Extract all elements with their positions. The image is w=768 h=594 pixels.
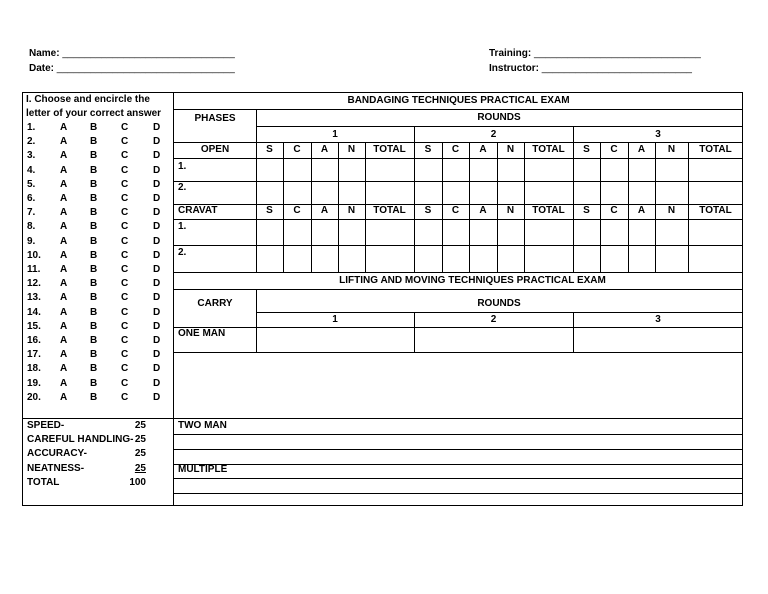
choice-c[interactable]: C — [121, 391, 129, 403]
grid-line — [688, 204, 689, 272]
column-header: A — [637, 205, 646, 216]
column-header: TOTAL — [699, 205, 732, 216]
item-number: 7. — [27, 207, 36, 219]
choice-b[interactable]: B — [90, 292, 98, 304]
column-header: N — [347, 205, 356, 216]
grid-line — [414, 126, 415, 272]
grid-line — [524, 204, 525, 272]
grid-line — [338, 204, 339, 272]
quiz-panel — [23, 93, 174, 505]
choice-a[interactable]: A — [60, 320, 68, 332]
column-header: S — [583, 205, 590, 216]
choice-d[interactable]: D — [153, 164, 161, 176]
choice-b[interactable]: B — [90, 136, 98, 148]
column-header: A — [479, 144, 487, 155]
choice-d[interactable]: D — [153, 136, 161, 148]
choice-b[interactable]: B — [90, 249, 98, 261]
training-line: ______________________________ — [534, 48, 701, 59]
choice-b[interactable]: B — [90, 306, 98, 318]
multiple-label: MULTIPLE — [178, 464, 228, 475]
grid-line — [365, 142, 366, 204]
answer-row — [23, 249, 173, 263]
item-number: 5. — [27, 178, 36, 190]
item-number: 4. — [27, 164, 36, 176]
carry-header: CARRY — [197, 298, 233, 309]
answer-row — [23, 348, 173, 362]
column-header: S — [424, 144, 432, 155]
choice-c[interactable]: C — [121, 249, 129, 261]
training-field[interactable] — [489, 48, 701, 59]
column-header: A — [637, 144, 646, 155]
column-header: C — [610, 144, 618, 155]
grid-line — [655, 204, 656, 272]
grid-line — [600, 204, 601, 272]
column-header: TOTAL — [699, 144, 732, 155]
choice-b[interactable]: B — [90, 391, 98, 403]
answer-row — [23, 320, 173, 334]
column-header: C — [293, 144, 301, 155]
answer-row — [23, 135, 173, 149]
column-header: C — [451, 144, 460, 155]
column-header: N — [667, 144, 676, 155]
column-header: TOTAL — [532, 205, 565, 216]
grid-line — [256, 126, 743, 127]
choice-c[interactable]: C — [121, 278, 129, 290]
answer-row — [23, 192, 173, 206]
answer-row — [23, 362, 173, 376]
column-header: C — [610, 205, 618, 216]
round-number: 3 — [655, 129, 661, 140]
grid-line — [442, 204, 443, 272]
choice-c[interactable]: C — [121, 164, 129, 176]
grid-line — [174, 219, 743, 220]
open-label: OPEN — [200, 144, 230, 155]
score-row — [23, 419, 173, 433]
choice-c[interactable]: C — [121, 349, 129, 361]
item-number: 8. — [27, 221, 36, 233]
instruction-line-1: I. Choose and encircle the — [26, 94, 150, 105]
choice-a[interactable]: A — [60, 136, 68, 148]
choice-d[interactable]: D — [153, 335, 161, 346]
item-number: 3. — [27, 150, 36, 162]
grid-line — [283, 142, 284, 204]
choice-a[interactable]: A — [60, 306, 68, 318]
column-header: S — [266, 205, 273, 216]
choice-b[interactable]: B — [90, 235, 98, 247]
grid-line — [628, 142, 629, 204]
item-number: 1. — [27, 122, 36, 133]
grid-line — [174, 272, 743, 273]
choice-d[interactable]: D — [153, 306, 161, 318]
answer-row — [23, 377, 173, 391]
item-number: 9. — [27, 235, 36, 247]
answer-row — [23, 391, 173, 405]
grid-line — [174, 478, 743, 479]
choice-b[interactable]: B — [90, 264, 98, 275]
choice-c[interactable]: C — [121, 320, 129, 332]
grid-line — [174, 109, 743, 110]
grid-line — [338, 142, 339, 204]
training-label: Training: — [489, 48, 532, 59]
date-field[interactable] — [29, 63, 235, 74]
choice-a[interactable]: A — [60, 150, 68, 162]
choice-b[interactable]: B — [90, 278, 98, 290]
choice-c[interactable]: C — [121, 193, 129, 204]
column-header: TOTAL — [373, 205, 406, 216]
answer-row — [23, 206, 173, 220]
grid-line — [174, 142, 743, 143]
item-number: 2. — [27, 136, 36, 148]
cravat-label: CRAVAT — [178, 205, 218, 216]
column-header: A — [320, 144, 329, 155]
date-line: ________________________________ — [56, 63, 235, 74]
column-header: TOTAL — [532, 144, 565, 155]
choice-d[interactable]: D — [153, 249, 161, 261]
choice-b[interactable]: B — [90, 335, 98, 346]
grid-line — [573, 312, 574, 352]
grid-line — [174, 493, 743, 494]
instructor-field[interactable] — [489, 63, 692, 74]
column-header: N — [347, 144, 356, 155]
score-label: ACCURACY- — [27, 448, 87, 460]
one-man-label: ONE MAN — [178, 328, 226, 339]
choice-d[interactable]: D — [153, 377, 161, 389]
grid-line — [655, 142, 656, 204]
instructor-line: ___________________________ — [541, 63, 692, 74]
grid-line — [469, 204, 470, 272]
score-value: 25 — [134, 420, 146, 431]
name-label: Name: — [29, 48, 60, 59]
round-number: 2 — [490, 129, 497, 140]
column-header: A — [479, 205, 487, 216]
choice-a[interactable]: A — [60, 235, 68, 247]
item-number: 15. — [27, 320, 41, 332]
choice-a[interactable]: A — [60, 122, 68, 133]
choice-a[interactable]: A — [60, 391, 68, 403]
answer-row — [23, 277, 173, 291]
answer-row — [23, 334, 173, 348]
row-label: 2. — [178, 247, 187, 258]
row-label: 1. — [178, 221, 187, 232]
item-number: 12. — [27, 278, 41, 290]
choice-d[interactable]: D — [153, 150, 161, 162]
answer-row — [23, 291, 173, 305]
two-man-label: TWO MAN — [178, 420, 227, 431]
choice-d[interactable]: D — [153, 235, 161, 247]
column-header: C — [293, 205, 301, 216]
answer-row — [23, 263, 173, 277]
answer-row — [23, 220, 173, 234]
instructor-label: Instructor: — [489, 63, 539, 74]
choice-b[interactable]: B — [90, 221, 98, 233]
round-number: 1 — [332, 314, 338, 325]
choice-b[interactable]: B — [90, 363, 98, 375]
item-number: 6. — [27, 193, 36, 204]
grid-line — [524, 142, 525, 204]
choice-d[interactable]: D — [153, 278, 161, 290]
name-field[interactable] — [29, 48, 235, 59]
choice-c[interactable]: C — [121, 235, 129, 247]
choice-a[interactable]: A — [60, 264, 68, 275]
answer-row — [23, 164, 173, 178]
column-header: N — [506, 144, 515, 155]
rounds-header: ROUNDS — [477, 298, 521, 309]
grid-line — [174, 245, 743, 246]
item-number: 17. — [27, 349, 41, 361]
answer-row — [23, 121, 173, 135]
choice-a[interactable]: A — [60, 335, 68, 346]
choice-d[interactable]: D — [153, 292, 161, 304]
score-label: NEATNESS- — [27, 462, 85, 474]
column-header: TOTAL — [373, 144, 406, 155]
choice-c[interactable]: C — [121, 292, 129, 304]
choice-b[interactable]: B — [90, 349, 98, 361]
column-header: N — [667, 205, 676, 216]
choice-c[interactable]: C — [121, 306, 129, 318]
column-header: A — [320, 205, 329, 216]
choice-c[interactable]: C — [121, 363, 129, 375]
score-row — [23, 433, 173, 447]
score-row — [23, 447, 173, 461]
grid-line — [256, 109, 257, 272]
answer-row — [23, 149, 173, 163]
choice-a[interactable]: A — [60, 207, 68, 219]
choice-a[interactable]: A — [60, 221, 68, 233]
choice-d[interactable]: D — [153, 320, 161, 332]
grid-line — [174, 449, 743, 450]
choice-b[interactable]: B — [90, 193, 98, 204]
choice-a[interactable]: A — [60, 363, 68, 375]
score-value: 25 — [134, 434, 146, 446]
grid-line — [256, 289, 257, 352]
choice-a[interactable]: A — [60, 278, 68, 290]
score-label: SPEED- — [27, 420, 65, 431]
choice-b[interactable]: B — [90, 320, 98, 332]
choice-d[interactable]: D — [153, 207, 161, 219]
column-header: S — [583, 144, 590, 155]
choice-b[interactable]: B — [90, 150, 98, 162]
grid-line — [688, 142, 689, 204]
choice-c[interactable]: C — [121, 178, 129, 190]
choice-c[interactable]: C — [121, 221, 129, 233]
quiz-instruction — [23, 93, 173, 121]
item-number: 16. — [27, 335, 41, 346]
choice-b[interactable]: B — [90, 207, 98, 219]
round-number: 3 — [655, 314, 661, 325]
instruction-line-2: letter of your correct answer — [26, 108, 162, 119]
grid-line — [174, 418, 743, 419]
round-number: 1 — [332, 129, 338, 140]
grid-line — [497, 204, 498, 272]
score-value: 25 — [134, 462, 146, 474]
phases-header: PHASES — [194, 113, 236, 124]
choice-a[interactable]: A — [60, 349, 68, 361]
choice-a[interactable]: A — [60, 193, 68, 204]
choice-c[interactable]: C — [121, 150, 129, 162]
grid-line — [174, 289, 743, 290]
grid-line — [469, 142, 470, 204]
grid-line — [311, 142, 312, 204]
score-value: 25 — [134, 448, 146, 460]
choice-c[interactable]: C — [121, 207, 129, 219]
grid-line — [256, 312, 743, 313]
rounds-header: ROUNDS — [477, 112, 521, 123]
grid-line — [628, 204, 629, 272]
score-label: CAREFUL HANDLING- — [27, 434, 134, 446]
bandaging-title: BANDAGING TECHNIQUES PRACTICAL EXAM — [347, 95, 570, 106]
item-number: 19. — [27, 377, 41, 389]
answer-row — [23, 306, 173, 320]
grid-line — [497, 142, 498, 204]
choice-b[interactable]: B — [90, 122, 98, 133]
choice-a[interactable]: A — [60, 164, 68, 176]
row-label: 2. — [178, 182, 187, 193]
grid-line — [311, 204, 312, 272]
choice-b[interactable]: B — [90, 178, 98, 190]
column-header: S — [424, 205, 432, 216]
choice-d[interactable]: D — [153, 391, 161, 403]
choice-d[interactable]: D — [153, 363, 161, 375]
row-label: 1. — [178, 161, 187, 172]
column-header: C — [451, 205, 460, 216]
choice-a[interactable]: A — [60, 377, 68, 389]
grid-line — [174, 352, 743, 353]
grid-line — [365, 204, 366, 272]
name-line: _______________________________ — [62, 48, 235, 59]
grid-line — [600, 142, 601, 204]
choice-c[interactable]: C — [121, 136, 129, 148]
choice-c[interactable]: C — [121, 335, 129, 346]
choice-d[interactable]: D — [153, 122, 161, 133]
date-label: Date: — [29, 63, 55, 74]
column-header: S — [266, 144, 273, 155]
choice-b[interactable]: B — [90, 377, 98, 389]
item-number: 18. — [27, 363, 41, 375]
choice-c[interactable]: C — [121, 122, 129, 133]
score-value: 100 — [129, 476, 146, 488]
grid-line — [174, 327, 743, 328]
choice-a[interactable]: A — [60, 178, 68, 190]
grid-line — [573, 126, 574, 272]
item-number: 10. — [27, 249, 41, 261]
grid-line — [414, 312, 415, 352]
grid-line — [174, 434, 743, 435]
choice-d[interactable]: D — [153, 349, 161, 361]
answer-row — [23, 178, 173, 192]
lifting-title: LIFTING AND MOVING TECHNIQUES PRACTICAL EXAM — [339, 275, 606, 286]
choice-d[interactable]: D — [153, 221, 161, 233]
item-number: 20. — [27, 391, 41, 403]
choice-c[interactable]: C — [121, 264, 129, 275]
score-label: TOTAL — [27, 476, 60, 488]
grid-line — [283, 204, 284, 272]
grid-line — [442, 142, 443, 204]
choice-b[interactable]: B — [90, 164, 98, 176]
answer-row — [23, 235, 173, 249]
item-number: 13. — [27, 292, 41, 304]
grid-line — [174, 158, 743, 159]
round-number: 2 — [490, 314, 497, 325]
choice-a[interactable]: A — [60, 249, 68, 261]
score-row — [23, 476, 173, 490]
choice-d[interactable]: D — [153, 264, 161, 275]
grid-line — [174, 181, 743, 182]
item-number: 11. — [27, 264, 41, 275]
item-number: 14. — [27, 306, 41, 318]
exam-form — [22, 92, 743, 506]
choice-d[interactable]: D — [153, 193, 161, 204]
grid-line — [174, 464, 743, 465]
choice-d[interactable]: D — [153, 178, 161, 190]
choice-c[interactable]: C — [121, 377, 129, 389]
column-header: N — [506, 205, 515, 216]
choice-a[interactable]: A — [60, 292, 68, 304]
score-row — [23, 462, 173, 476]
